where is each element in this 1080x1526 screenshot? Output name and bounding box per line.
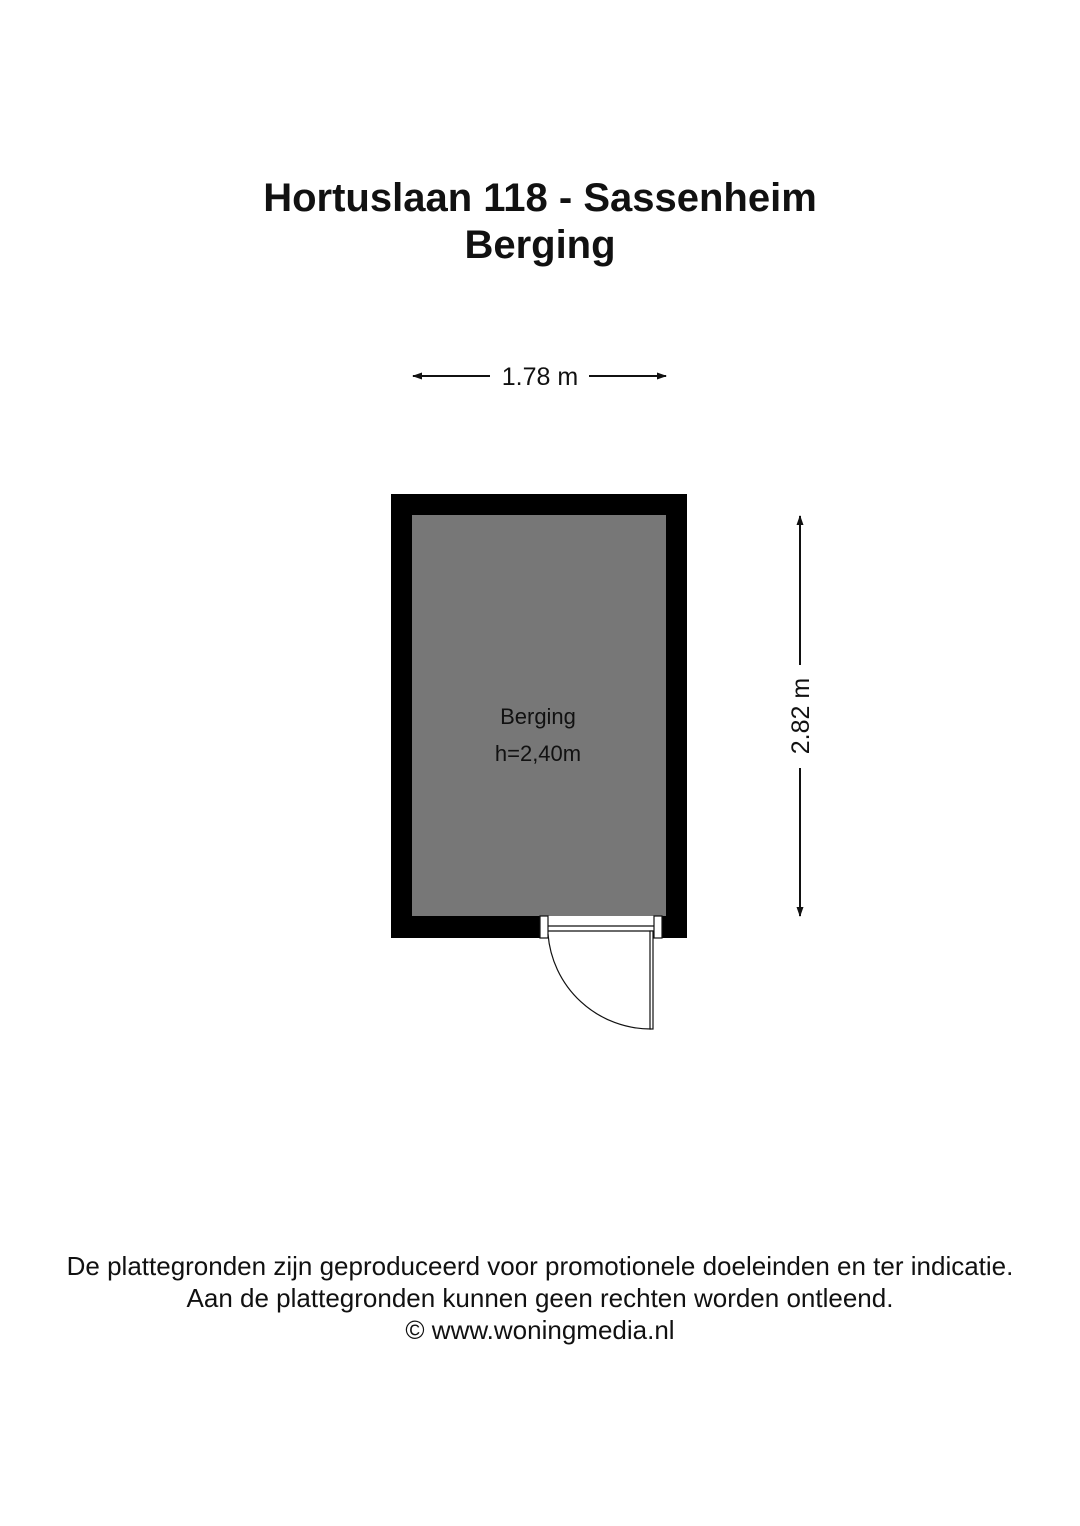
door-opening (540, 916, 662, 938)
door-jamb-right (654, 916, 662, 938)
copyright-line: © www.woningmedia.nl (405, 1315, 675, 1345)
depth-dimension (787, 516, 815, 916)
disclaimer-line-2: Aan de plattegronden kunnen geen rechten worden ontleend. (186, 1283, 894, 1313)
plan-subtitle: Berging (464, 223, 616, 267)
disclaimer-line-1: De plattegronden zijn geproduceerd voor promotionele doeleinden en ter indicatie. (66, 1251, 1014, 1281)
width-label: 1.78 m (501, 363, 579, 391)
door-swing-arc (548, 934, 651, 1029)
door (540, 916, 662, 1029)
room-height: h=2,40m (494, 741, 582, 766)
storage-room (391, 494, 687, 1029)
plan-title: Hortuslaan 118 - Sassenheim (263, 176, 817, 220)
door-leaf (650, 931, 653, 1029)
depth-label: 2.82 m (787, 677, 815, 755)
room-name: Berging (500, 704, 576, 729)
width-dimension (413, 363, 666, 391)
door-jamb-left (540, 916, 548, 938)
